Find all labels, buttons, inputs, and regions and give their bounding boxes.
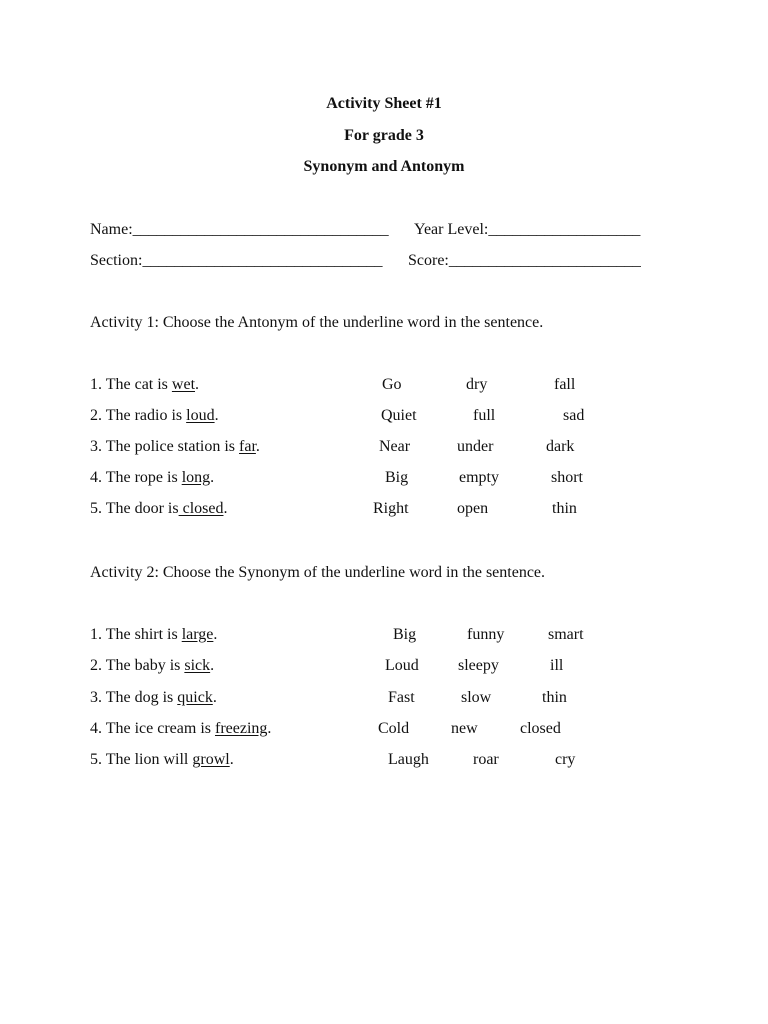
underlined-word: large [181,626,214,643]
choice: open [457,500,489,517]
choice: Big [393,626,417,643]
choice: cry [555,751,576,768]
underlined-word: long [181,469,211,486]
underlined-word: sick [184,657,211,674]
choice: empty [459,469,499,486]
section-field: Section:______________________________ [90,252,383,269]
choice: Cold [378,720,410,737]
activity2-question: 2. The baby is sick. [90,657,215,674]
underlined-word: wet [171,376,196,393]
choice: thin [542,689,567,706]
score-field: Score:________________________ [408,252,641,269]
choice: closed [520,720,561,737]
activity2-question: 5. The lion will growl. [90,751,234,768]
activity1-question: 4. The rope is long. [90,469,215,486]
grade-subtitle: For grade 3 [344,127,424,144]
choice: funny [467,626,505,643]
underlined-word: loud [186,407,215,424]
choice: thin [552,500,577,517]
underlined-word: closed [178,500,224,517]
choice: Quiet [381,407,417,424]
choice: Big [385,469,409,486]
activity2-instruction: Activity 2: Choose the Synonym of the underline word in the sentence. [90,564,546,581]
year-level-field: Year Level:___________________ [414,221,641,238]
activity2-question: 3. The dog is quick. [90,689,217,706]
choice: Right [373,500,409,517]
choice: new [451,720,478,737]
choice: ill [550,657,564,674]
name-field: Name:________________________________ [90,221,389,238]
choice: roar [473,751,499,768]
underlined-word: far [239,438,256,455]
activity1-instruction: Activity 1: Choose the Antonym of the underline word in the sentence. [90,314,544,331]
choice: Near [379,438,411,455]
underlined-word: growl [192,751,230,768]
choice: full [473,407,496,424]
topic-subtitle: Synonym and Antonym [303,158,465,175]
activity2-question: 4. The ice cream is freezing. [90,720,272,737]
choice: smart [548,626,584,643]
choice: slow [461,689,492,706]
choice: sleepy [458,657,499,674]
choice: Loud [385,657,419,674]
activity1-question: 1. The cat is wet. [90,376,200,393]
choice: Go [382,376,402,393]
underlined-word: freezing [214,720,268,737]
underlined-word: quick [177,689,213,706]
activity1-question: 3. The police station is far. [90,438,260,455]
choice: sad [563,407,585,424]
choice: fall [554,376,576,393]
activity1-question: 2. The radio is loud. [90,407,219,424]
activity2-question: 1. The shirt is large. [90,626,218,643]
choice: dry [466,376,488,393]
sheet-title: Activity Sheet #1 [326,95,442,112]
choice: Fast [388,689,415,706]
choice: dark [546,438,575,455]
choice: Laugh [388,751,429,768]
choice: under [457,438,494,455]
activity1-question: 5. The door is closed. [90,500,228,517]
choice: short [551,469,583,486]
